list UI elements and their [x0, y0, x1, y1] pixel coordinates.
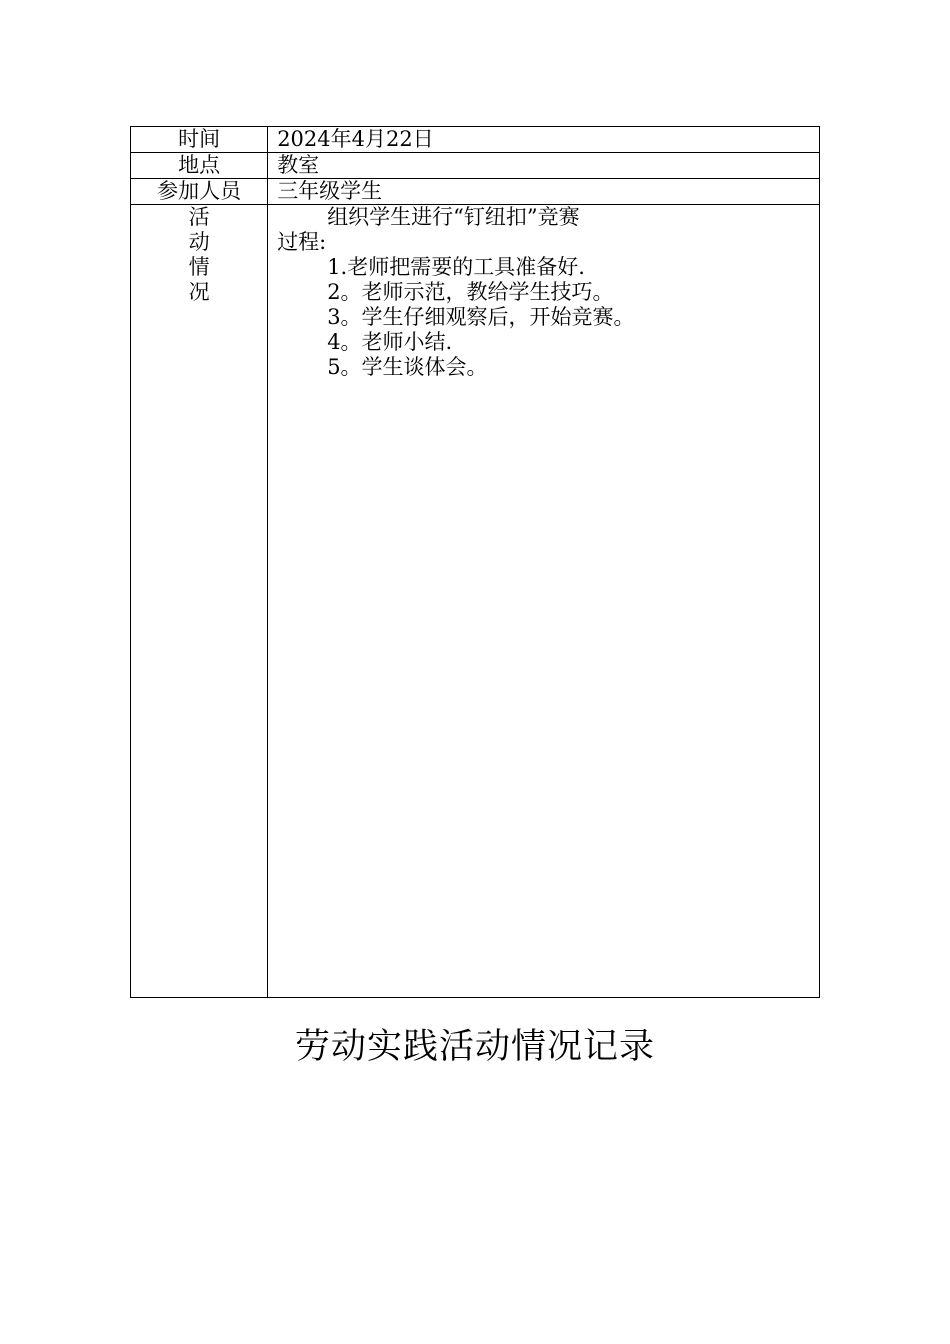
- participants-value: 三年级学生: [268, 179, 820, 205]
- activity-row: [131, 205, 820, 998]
- activity-label-char: 动: [188, 230, 210, 254]
- place-label: 地点: [131, 153, 268, 179]
- participants-label: 参加人员: [131, 179, 268, 205]
- process-label: 过程:: [277, 230, 327, 254]
- activity-topic: 组织学生进行“钉纽扣”竞赛: [327, 205, 580, 229]
- time-value: 2024年4月22日: [268, 127, 820, 153]
- activity-content: [277, 205, 819, 380]
- activity-label-cell: [131, 205, 268, 998]
- participants-row: [131, 179, 820, 205]
- activity-content-cell: [268, 205, 820, 998]
- process-step-list: [277, 255, 819, 380]
- activity-label-char: 况: [188, 280, 210, 304]
- time-label: 时间: [131, 127, 268, 153]
- activity-label: [131, 205, 267, 305]
- activity-record-table: [130, 126, 820, 998]
- process-step: 2。老师示范，教给学生技巧。: [327, 280, 614, 304]
- process-step: 3。学生仔细观察后，开始竞赛。: [327, 305, 635, 329]
- process-step: 1.老师把需要的工具准备好.: [327, 255, 585, 279]
- activity-label-char: 情: [188, 255, 210, 279]
- document-title: 劳动实践活动情况记录: [294, 1027, 655, 1067]
- activity-label-char: 活: [188, 205, 210, 229]
- time-row: [131, 127, 820, 153]
- place-value: 教室: [268, 153, 820, 179]
- place-row: [131, 153, 820, 179]
- process-step: 4。老师小结.: [327, 330, 453, 354]
- process-step: 5。学生谈体会。: [327, 355, 488, 379]
